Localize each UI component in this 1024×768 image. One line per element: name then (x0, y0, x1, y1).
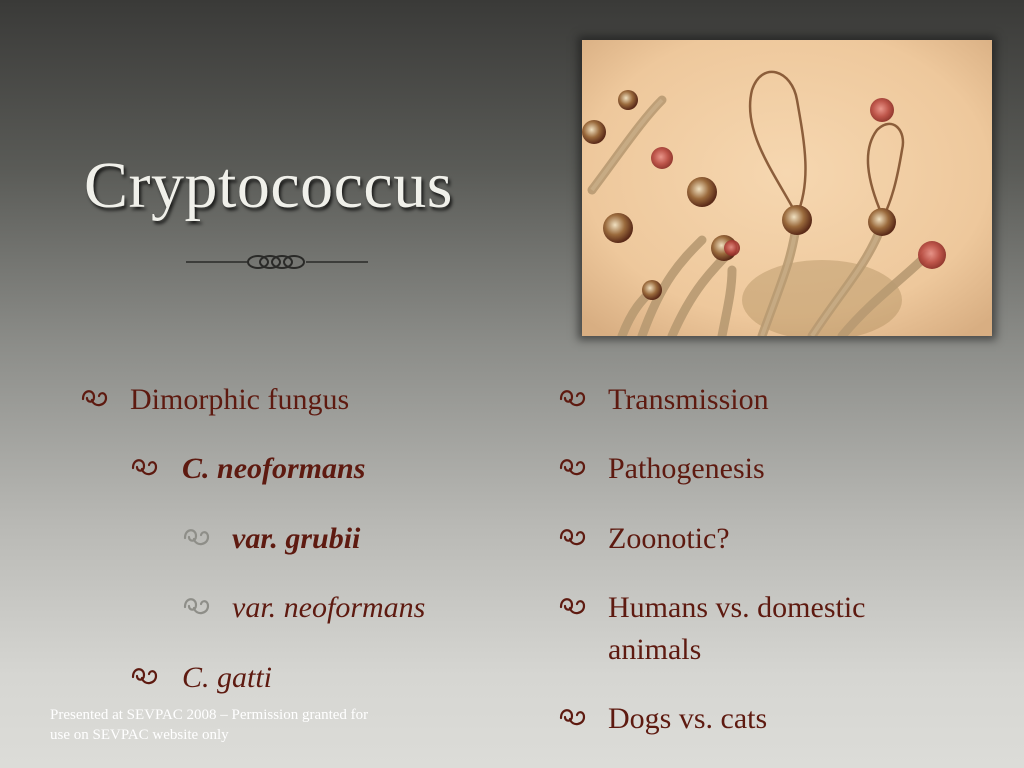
decorative-curl-bullet-icon (558, 705, 588, 731)
list-item-text: Transmission (608, 383, 769, 416)
list-item-text: Dimorphic fungus (130, 383, 350, 416)
list-item-text: var. grubii (232, 522, 361, 555)
decorative-curl-bullet-icon (558, 455, 588, 481)
list-item-text: Dogs vs. cats (608, 702, 768, 735)
list-item-text: C. gatti (182, 661, 273, 694)
list-item-text: Pathogenesis (608, 452, 765, 485)
list-item-text: C. neoformans (182, 452, 366, 485)
decorative-curl-bullet-icon (558, 525, 588, 551)
list-item-text: Humans vs. domestic animals (608, 591, 866, 666)
footer-permission-note: Presented at SEVPAC 2008 – Permission granted for use on SEVPAC website only (50, 707, 369, 743)
slide-title: Cryptococcus (84, 149, 453, 222)
decorative-curl-bullet-icon (558, 386, 588, 412)
decorative-curl-bullet-icon (558, 594, 588, 620)
list-item-text: Zoonotic? (608, 522, 730, 555)
list-item-text: var. neoformans (232, 591, 426, 624)
